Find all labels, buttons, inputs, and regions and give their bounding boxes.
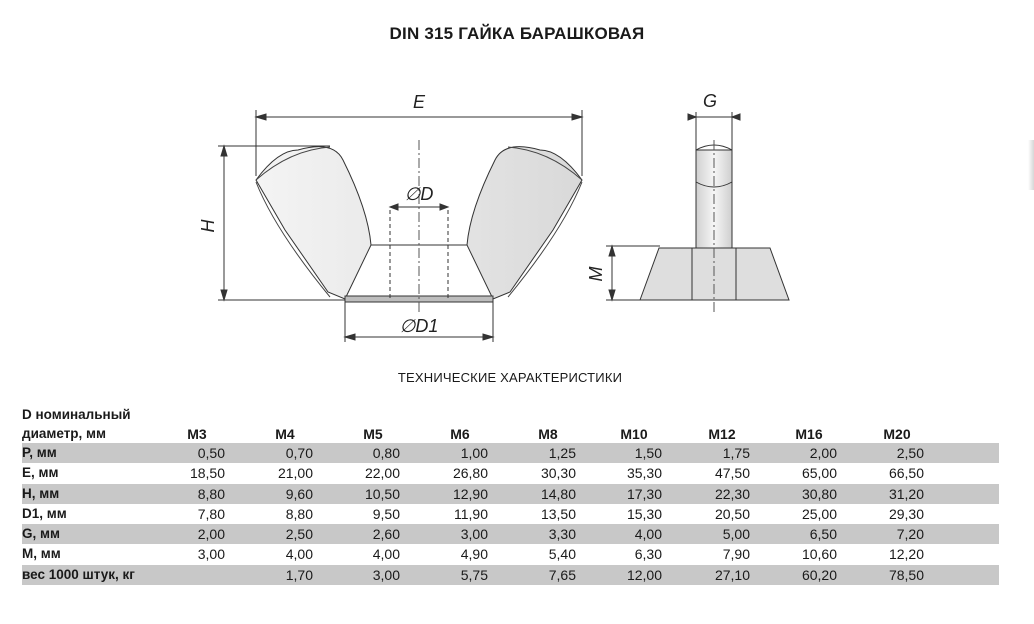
dim-label-E: E (412, 92, 426, 112)
size-header-cell: M12 (708, 426, 736, 442)
size-header-row (22, 424, 999, 443)
table-cell: 25,00 (801, 505, 837, 522)
table-cell: 17,30 (626, 485, 662, 502)
size-header-cell: M5 (363, 426, 383, 442)
table-cell: 65,00 (801, 465, 837, 482)
table-cell: 11,90 (454, 505, 488, 522)
row-label: P, мм (22, 445, 57, 460)
table-cell: 27,10 (714, 566, 750, 583)
table-cell: 4,00 (634, 526, 662, 543)
table-cell: 20,50 (714, 505, 750, 522)
table-cell: 5,00 (722, 526, 750, 543)
table-cell: 12,00 (626, 566, 662, 583)
page-edge-shadow (1028, 140, 1034, 190)
table-cell: 1,75 (722, 445, 750, 461)
table-cell: 10,60 (801, 546, 837, 563)
page-title: DIN 315 ГАЙКА БАРАШКОВАЯ (389, 24, 645, 43)
side-view (606, 112, 789, 315)
table-row (22, 565, 999, 585)
table-cell: 1,70 (285, 566, 313, 583)
table-body (22, 443, 999, 585)
dim-label-G: G (702, 91, 718, 111)
wing-nut-body (256, 147, 582, 299)
row-label: H, мм (22, 485, 60, 501)
table-row (22, 544, 999, 564)
table-cell: 4,00 (285, 546, 313, 563)
dim-label-H: H (198, 219, 218, 233)
table-cell: 2,60 (372, 526, 400, 543)
table-cell: 6,30 (634, 546, 662, 563)
size-header-cell: M8 (538, 426, 558, 442)
table-cell: 31,20 (888, 485, 924, 502)
table-cell: 15,30 (626, 505, 662, 522)
table-cell: 26,80 (452, 465, 488, 482)
table-cell: 22,30 (714, 485, 750, 502)
table-cell: 2,50 (896, 445, 924, 461)
front-view (218, 110, 582, 342)
table-cell: 14,80 (540, 485, 576, 502)
table-cell: 10,50 (364, 485, 400, 502)
table-cell: 22,00 (364, 465, 400, 482)
table-cell: 1,00 (460, 445, 488, 461)
table-cell: 60,20 (801, 566, 837, 583)
section-subtitle: ТЕХНИЧЕСКИЕ ХАРАКТЕРИСТИКИ (397, 370, 623, 385)
table-row (22, 484, 999, 504)
table-cell: 3,00 (197, 546, 225, 563)
table-cell: 3,00 (460, 526, 488, 543)
table-row (22, 524, 999, 544)
table-cell: 0,80 (372, 445, 400, 461)
size-header-cell: M4 (275, 426, 295, 442)
table-cell: 3,30 (548, 526, 576, 543)
table-cell: 47,50 (714, 465, 750, 482)
row-label: E, мм (22, 465, 59, 481)
table-cell: 5,40 (548, 546, 576, 563)
table-header (22, 405, 999, 443)
table-cell: 78,50 (888, 566, 924, 583)
dim-label-D1: ∅D1 (399, 316, 439, 336)
table-row (22, 443, 999, 463)
row-label: M, мм (22, 546, 61, 562)
table-row (22, 463, 999, 483)
table-cell: 8,80 (197, 485, 225, 502)
table-cell: 13,50 (540, 505, 576, 522)
header-label-line2: диаметр, мм (22, 426, 107, 441)
table-cell: 21,00 (277, 465, 313, 482)
table-cell: 7,90 (722, 546, 750, 563)
table-cell: 7,65 (548, 566, 576, 583)
table-cell: 0,50 (197, 445, 225, 461)
table-cell: 1,25 (548, 445, 576, 461)
table-cell: 6,50 (809, 526, 837, 543)
table-cell: 1,50 (634, 445, 662, 461)
header-label-line1: D номинальный (22, 407, 131, 422)
table-cell: 66,50 (888, 465, 924, 482)
table-cell: 4,90 (460, 546, 488, 563)
table-cell: 2,00 (809, 445, 837, 461)
table-cell: 8,80 (285, 505, 313, 522)
table-cell: 12,20 (888, 546, 924, 563)
table-cell: 30,80 (801, 485, 837, 502)
table-cell: 12,90 (452, 485, 488, 502)
table-cell: 9,60 (285, 485, 313, 502)
table-cell (145, 565, 225, 585)
dim-label-D: ∅D (404, 184, 434, 204)
table-cell: 2,00 (197, 526, 225, 543)
table-cell: 18,50 (189, 465, 225, 482)
table-cell: 7,20 (896, 526, 924, 543)
table-cell: 5,75 (460, 566, 488, 583)
row-label: G, мм (22, 526, 60, 542)
table-cell: 9,50 (372, 505, 400, 522)
table-cell: 30,30 (540, 465, 576, 482)
table-row (22, 504, 999, 524)
table-cell: 0,70 (285, 445, 313, 461)
row-label: D1, мм (22, 505, 67, 521)
spec-table (22, 405, 999, 585)
size-header-cell: M10 (620, 426, 648, 442)
row-label: вес 1000 штук, кг (22, 566, 135, 582)
dim-label-M: M (586, 266, 606, 282)
table-cell: 2,50 (285, 526, 313, 543)
table-cell: 4,00 (372, 546, 400, 563)
table-cell: 29,30 (888, 505, 924, 522)
size-header-cell: M20 (883, 426, 911, 442)
size-header-cell: M6 (450, 426, 470, 442)
size-header-cell: M16 (795, 426, 823, 442)
size-header-cell: M3 (187, 426, 207, 442)
table-cell: 7,80 (197, 505, 225, 522)
table-cell: 35,30 (626, 465, 662, 482)
table-cell: 3,00 (372, 566, 400, 583)
